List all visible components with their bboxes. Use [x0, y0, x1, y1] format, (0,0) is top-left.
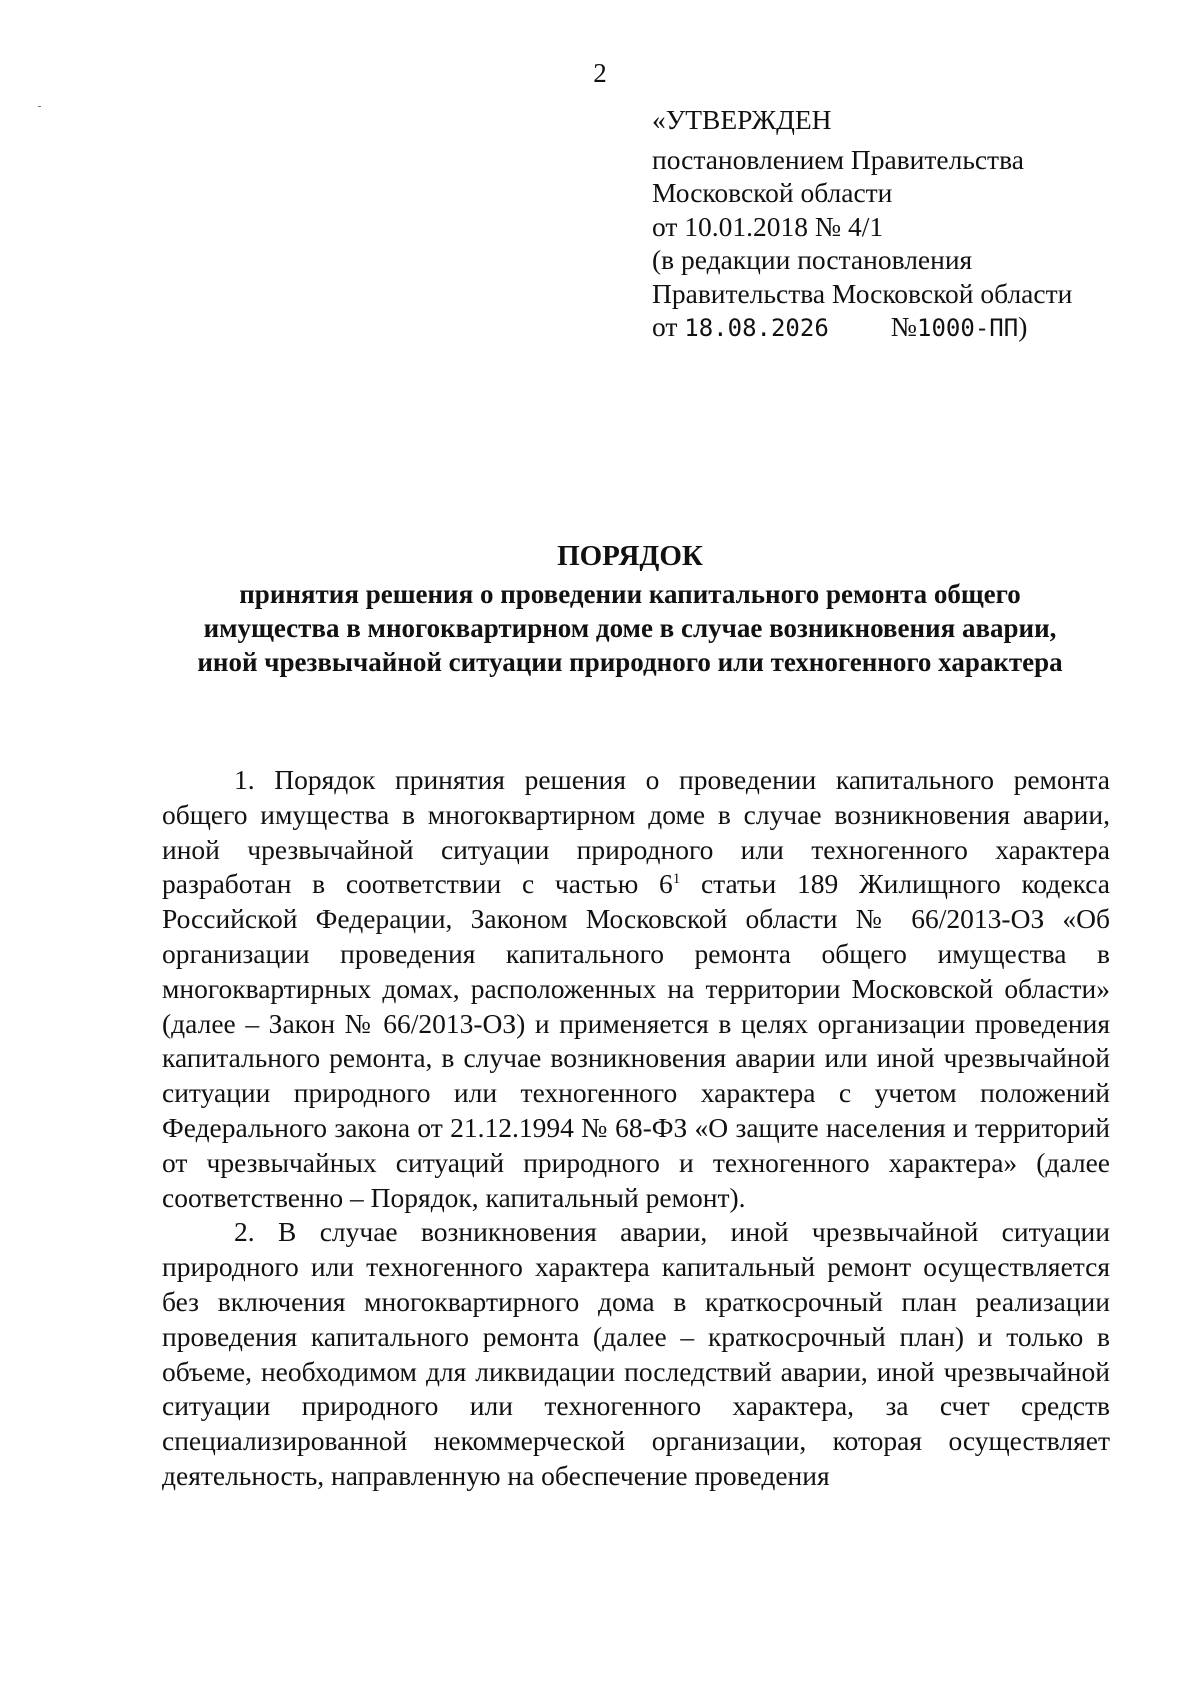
- approval-revision-prefix: от: [652, 311, 678, 342]
- document-subtitle-line: принятия решения о проведении капитального ремонта общего: [239, 579, 1021, 609]
- document-subtitle-line: иной чрезвычайной ситуации природного или техногенного характера: [197, 647, 1063, 677]
- approval-line: Московской области: [652, 177, 893, 208]
- approval-number-sign: №: [890, 311, 918, 342]
- approval-line: постановлением Правительства: [652, 143, 1024, 175]
- document-title-block: [150, 536, 1110, 678]
- paragraph-2: 2. В случае возникновения аварии, иной чрезвычайной ситуации природного или техногенного характера капитальный ремонт осуществляется без включения многоквартирного дома в краткосрочный план реализации проведения капитального ремонта (далее – краткосрочный план) и только в объеме, необходимом для ликвидации последствий аварии, иной чрезвычайной ситуации природного или техногенного характера, за счет средств специализированной некоммерческой организации, которая осуществляет деятельность, направленную на обеспечение проведения: [162, 1216, 1110, 1491]
- paragraph-1-superscript: 1: [672, 871, 681, 888]
- paragraph-1: [162, 763, 1110, 1215]
- approval-revision-number: 1000-ПП: [917, 314, 1019, 342]
- approval-line: Правительства Московской области: [652, 277, 1073, 309]
- approval-stamp-block: [652, 103, 1172, 346]
- document-subtitle-line: имущества в многоквартирном доме в случае возникновения аварии,: [203, 613, 1057, 643]
- scan-speck: [38, 106, 41, 107]
- approval-revision-suffix: ): [1018, 311, 1028, 342]
- page-number: 2: [593, 58, 607, 88]
- approval-revision-line: [652, 310, 1172, 346]
- document-title: ПОРЯДОК: [557, 540, 703, 572]
- document-body: [162, 763, 1110, 1494]
- approval-revision-date: 18.08.2026: [684, 314, 829, 342]
- paragraph-1-text-a: 1. Порядок принятия решения о проведении капитального ремонта общего имущества в многоквартирном доме в случае возникновения аварии, иной чрезвычайной ситуации природного или техногенного характера разработан в соответствии с частью 6: [162, 764, 1110, 900]
- approval-heading: «УТВЕРЖДЕН: [652, 104, 832, 135]
- paragraph-1-text-b: статьи 189 Жилищного кодекса Российской Федерации, Законом Московской области № 66/2013-ОЗ «Об организации проведения капитального ремонта общего имущества в многоквартирных домах, расположенных на территории Московской области» (далее – Закон № 66/2013-ОЗ) и применяется в целях организации проведения капитального ремонта, в случае возникновения аварии или иной чрезвычайной ситуации природного или техногенного характера с учетом положений Федерального закона от 21.12.1994 № 68-ФЗ «О защите населения и территорий от чрезвычайных ситуаций природного и техногенного характера» (далее соответственно – Порядок, капитальный ремонт).: [162, 868, 1111, 1213]
- approval-line: от 10.01.2018 № 4/1: [652, 210, 884, 242]
- approval-line: (в редакции постановления: [652, 244, 973, 275]
